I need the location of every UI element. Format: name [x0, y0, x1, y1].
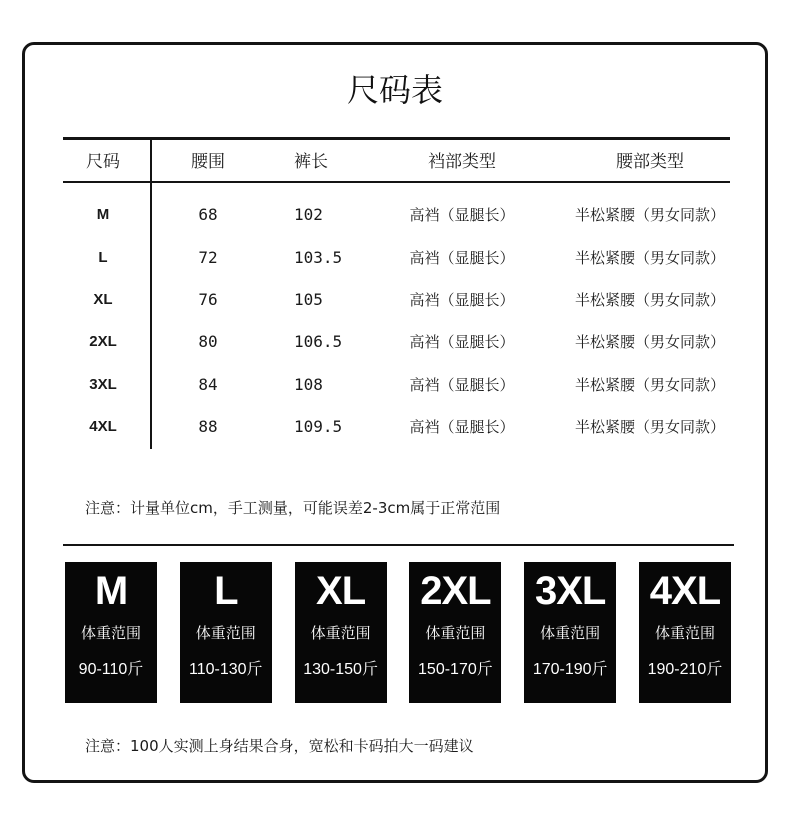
- weight-box-range: 150-170斤: [418, 661, 493, 678]
- waist-cell: 84: [198, 375, 218, 394]
- waist-type-cell: 半松紧腰（男女同款）: [574, 333, 725, 351]
- waist-cell: 80: [198, 332, 218, 351]
- size-cell: L: [98, 249, 108, 266]
- weight-box-size: XL: [316, 569, 366, 613]
- weight-box-range: 110-130斤: [189, 661, 263, 678]
- weight-box-m: [65, 562, 157, 703]
- weight-box-xl: [295, 562, 387, 703]
- table-row: [0, 243, 790, 273]
- header-waist-type: 腰部类型: [616, 152, 684, 172]
- length-cell: 105: [294, 290, 323, 309]
- waist-type-cell: 半松紧腰（男女同款）: [574, 418, 725, 436]
- weight-box-range: 130-150斤: [303, 661, 378, 678]
- weight-box-3xl: [524, 562, 616, 703]
- weight-box-size: 3XL: [535, 569, 606, 613]
- crotch-cell: 高裆（显腿长）: [409, 376, 515, 394]
- weight-box-size: 2XL: [420, 569, 491, 613]
- size-cell: 3XL: [89, 376, 117, 393]
- length-cell: 108: [294, 375, 323, 394]
- length-cell: 106.5: [294, 332, 343, 351]
- waist-cell: 88: [198, 417, 218, 436]
- weight-box-label: 体重范围: [310, 624, 371, 642]
- weight-box-label: 体重范围: [654, 624, 715, 642]
- header-waist: 腰围: [191, 152, 225, 172]
- table-row: [0, 412, 790, 442]
- table-row: [0, 285, 790, 315]
- size-cell: 2XL: [89, 333, 117, 350]
- crotch-cell: 高裆（显腿长）: [409, 333, 515, 351]
- weight-box-range: 190-210斤: [647, 661, 723, 678]
- header-crotch: 裆部类型: [428, 152, 496, 172]
- weight-box-size: M: [94, 569, 128, 613]
- waist-cell: 76: [198, 290, 218, 309]
- weight-box-size: L: [214, 569, 238, 613]
- measurement-note: 注意：计量单位cm，手工测量，可能误差2-3cm属于正常范围: [85, 499, 501, 517]
- table-row: [0, 200, 790, 230]
- waist-cell: 72: [198, 248, 218, 267]
- weight-box-size: 4XL: [649, 569, 721, 613]
- waist-cell: 68: [198, 205, 218, 224]
- weight-box-4xl: [639, 562, 731, 703]
- waist-type-cell: 半松紧腰（男女同款）: [574, 206, 725, 224]
- waist-type-cell: 半松紧腰（男女同款）: [574, 291, 725, 309]
- weight-box-l: [180, 562, 272, 703]
- weight-box-2xl: [409, 562, 501, 703]
- length-cell: 102: [294, 205, 323, 224]
- size-cell: 4XL: [89, 418, 117, 435]
- size-cell: M: [96, 206, 110, 223]
- table-header: [0, 147, 790, 177]
- length-cell: 103.5: [294, 248, 343, 267]
- weight-range-boxes: [65, 562, 731, 703]
- table-top-rule: [63, 137, 730, 140]
- weight-box-label: 体重范围: [425, 624, 486, 642]
- waist-type-cell: 半松紧腰（男女同款）: [574, 376, 725, 394]
- header-length: 裤长: [294, 152, 328, 172]
- page-title: 尺码表: [346, 71, 443, 109]
- crotch-cell: 高裆（显腿长）: [409, 249, 515, 267]
- table-row: [0, 327, 790, 357]
- weight-box-range: 170-190斤: [532, 661, 608, 678]
- size-cell: XL: [93, 291, 113, 308]
- length-cell: 109.5: [294, 417, 343, 436]
- fit-note: 注意：100人实测上身结果合身，宽松和卡码拍大一码建议: [85, 737, 474, 755]
- weight-box-label: 体重范围: [195, 624, 256, 642]
- crotch-cell: 高裆（显腿长）: [409, 418, 515, 436]
- header-size: 尺码: [86, 152, 120, 172]
- weight-box-label: 体重范围: [540, 624, 601, 642]
- crotch-cell: 高裆（显腿长）: [409, 291, 515, 309]
- table-header-rule: [63, 181, 730, 183]
- waist-type-cell: 半松紧腰（男女同款）: [574, 249, 725, 267]
- weight-box-range: 90-110斤: [78, 661, 144, 678]
- weight-box-label: 体重范围: [80, 624, 141, 642]
- section-divider: [63, 544, 734, 546]
- table-row: [0, 370, 790, 400]
- crotch-cell: 高裆（显腿长）: [409, 206, 515, 224]
